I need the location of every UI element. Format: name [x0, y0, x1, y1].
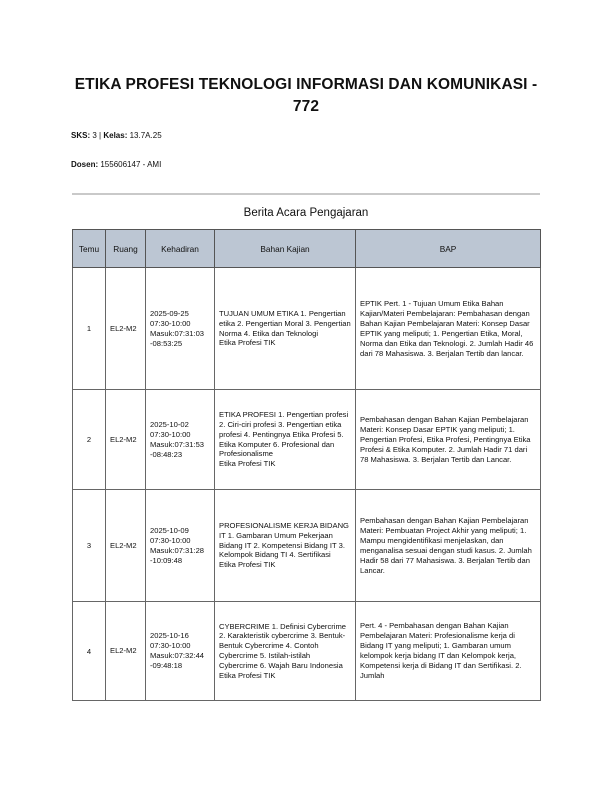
- attendance-date: 2025-10-16: [150, 631, 189, 640]
- header-bahan-kajian: Bahan Kajian: [215, 230, 356, 268]
- attendance-checkout: -08:53:25: [150, 338, 183, 348]
- kehadiran-cell: [146, 390, 215, 490]
- bahan-kajian-cell: [215, 390, 356, 490]
- temu-cell: 3: [73, 490, 106, 602]
- header-bap: BAP: [356, 230, 541, 268]
- ruang-cell: EL2-M2: [106, 602, 146, 701]
- bahan-kajian-text: PROFESIONALISME KERJA BIDANG IT 1. Gambaran Umum Pekerjaan Bidang IT 2. Kompetensi Bidang IT 3. Kelompok Bidang TI 4. Sertifikasi: [219, 521, 349, 560]
- kehadiran-cell: [146, 268, 215, 390]
- temu-cell: 2: [73, 390, 106, 490]
- document-title: ETIKA PROFESI TEKNOLOGI INFORMASI DAN KOMUNIKASI - 772: [74, 76, 538, 115]
- attendance-schedule: 07:30-10:00: [150, 641, 191, 650]
- temu-cell: 1: [73, 268, 106, 390]
- dosen-value: 155606147 - AMI: [100, 160, 162, 169]
- attendance-checkin: Masuk:07:32:44: [150, 651, 205, 660]
- bahan-kajian-cell: [215, 490, 356, 602]
- attendance-date: 2025-09-25: [150, 308, 189, 318]
- course-name: Etika Profesi TIK: [219, 459, 276, 469]
- section-title: Berita Acara Pengajaran: [243, 207, 369, 219]
- table-row: [73, 490, 541, 602]
- bahan-kajian-text: ETIKA PROFESI 1. Pengertian profesi 2. Ciri-ciri profesi 3. Pengertian etika profesi 4. Pentingnya Etika Profesi 5. Etika Komputer 6. Profesional dan Profesionalisme: [219, 410, 349, 459]
- bahan-kajian-cell: [215, 268, 356, 390]
- attendance-date: 2025-10-02: [150, 419, 189, 429]
- table-row: [73, 602, 541, 701]
- attendance-checkin: Masuk:07:31:03: [150, 328, 205, 338]
- attendance-date: 2025-10-09: [150, 525, 189, 535]
- table-row: [73, 268, 541, 390]
- bahan-kajian-cell: [215, 602, 356, 701]
- bap-cell: Pembahasan dengan Bahan Kajian Pembelajaran Materi: Konsep Dasar EPTIK yang meliputi; 1. Pengertian Profesi, Etika Profesi, Pentingnya Etika Profesi & Etika Komputer. 2. Jumlah Hadir 71 dari 78 Mahasiswa. 3. Berjalan Tertib dan Lancar.: [356, 390, 541, 490]
- attendance-checkin: Masuk:07:31:53: [150, 439, 205, 449]
- attendance-checkin: Masuk:07:31:28: [150, 545, 205, 555]
- lecturer-info-line: [71, 160, 161, 169]
- bap-cell: Pert. 4 - Pembahasan dengan Bahan Kajian Pembelajaran Materi: Profesionalisme kerja di Bidang IT yang meliputi; 1. Gambaran umum kelompok kerja bidang IT dan Kelompok kerja, Kompetensi kerja di Bidang IT dan Sertifikasi. 2. Jumlah: [356, 602, 541, 701]
- bahan-kajian-text: CYBERCRIME 1. Definisi Cybercrime 2. Karakteristik cybercrime 3. Bentuk-Bentuk Cybercrime 4. Contoh Cybercrime 5. Istilah-istilah Cybercrime 6. Wajah Baru Indonesia: [219, 621, 347, 670]
- horizontal-divider: [72, 193, 540, 195]
- bap-cell: EPTIK Pert. 1 - Tujuan Umum Etika Bahan Kajian/Materi Pembelajaran: Pembahasan dengan Bahan Kajian Pembelajaran Materi: Konsep Dasar EPTIK yang meliputi; 1. Pengertian Etika, Moral, Norma dan Etika dan Teknologi. 2. Jumlah Hadir 46 dari 78 Mahasiswa. 3. Berjalan Tertib dan lancar.: [356, 268, 541, 390]
- ruang-cell: EL2-M2: [106, 390, 146, 490]
- attendance-checkout: -09:48:18: [150, 661, 183, 670]
- temu-cell: 4: [73, 602, 106, 701]
- kehadiran-cell: [146, 490, 215, 602]
- sks-label: SKS:: [71, 131, 91, 140]
- kelas-label: Kelas:: [103, 131, 128, 140]
- kelas-value: 13.7A.25: [129, 131, 162, 140]
- header-ruang: Ruang: [106, 230, 146, 268]
- attendance-checkout: -10:09:48: [150, 555, 183, 565]
- ruang-cell: EL2-M2: [106, 268, 146, 390]
- course-info-line: [71, 131, 162, 140]
- attendance-schedule: 07:30-10:00: [150, 429, 191, 439]
- header-temu: Temu: [73, 230, 106, 268]
- ruang-cell: EL2-M2: [106, 490, 146, 602]
- table-row: [73, 390, 541, 490]
- course-name: Etika Profesi TIK: [219, 560, 276, 570]
- bap-cell: Pembahasan dengan Bahan Kajian Pembelajaran Materi: Pembuatan Project Akhir yang meliputi; 1. Mampu mengidentifikasi menjelaskan, dan menganalisa sesuai dengan studi kasus. 2. Jumlah Hadir 58 dari 77 Mahasiswa. 3. Berjalan Tertib dan Lancar.: [356, 490, 541, 602]
- course-name: Etika Profesi TIK: [219, 670, 276, 680]
- sks-value: 3: [92, 131, 97, 140]
- attendance-checkout: -08:48:23: [150, 449, 183, 459]
- header-kehadiran: Kehadiran: [146, 230, 215, 268]
- attendance-schedule: 07:30-10:00: [150, 318, 191, 328]
- bahan-kajian-text: TUJUAN UMUM ETIKA 1. Pengertian etika 2. Pengertian Moral 3. Pengertian Norma 4. Etika dan Teknologi: [219, 308, 351, 338]
- separator: |: [99, 131, 102, 140]
- teaching-record-table: [72, 229, 541, 701]
- attendance-schedule: 07:30-10:00: [150, 535, 191, 545]
- table-header-row: [73, 230, 541, 268]
- dosen-label: Dosen:: [71, 160, 99, 169]
- kehadiran-cell: [146, 602, 215, 701]
- course-name: Etika Profesi TIK: [219, 338, 276, 348]
